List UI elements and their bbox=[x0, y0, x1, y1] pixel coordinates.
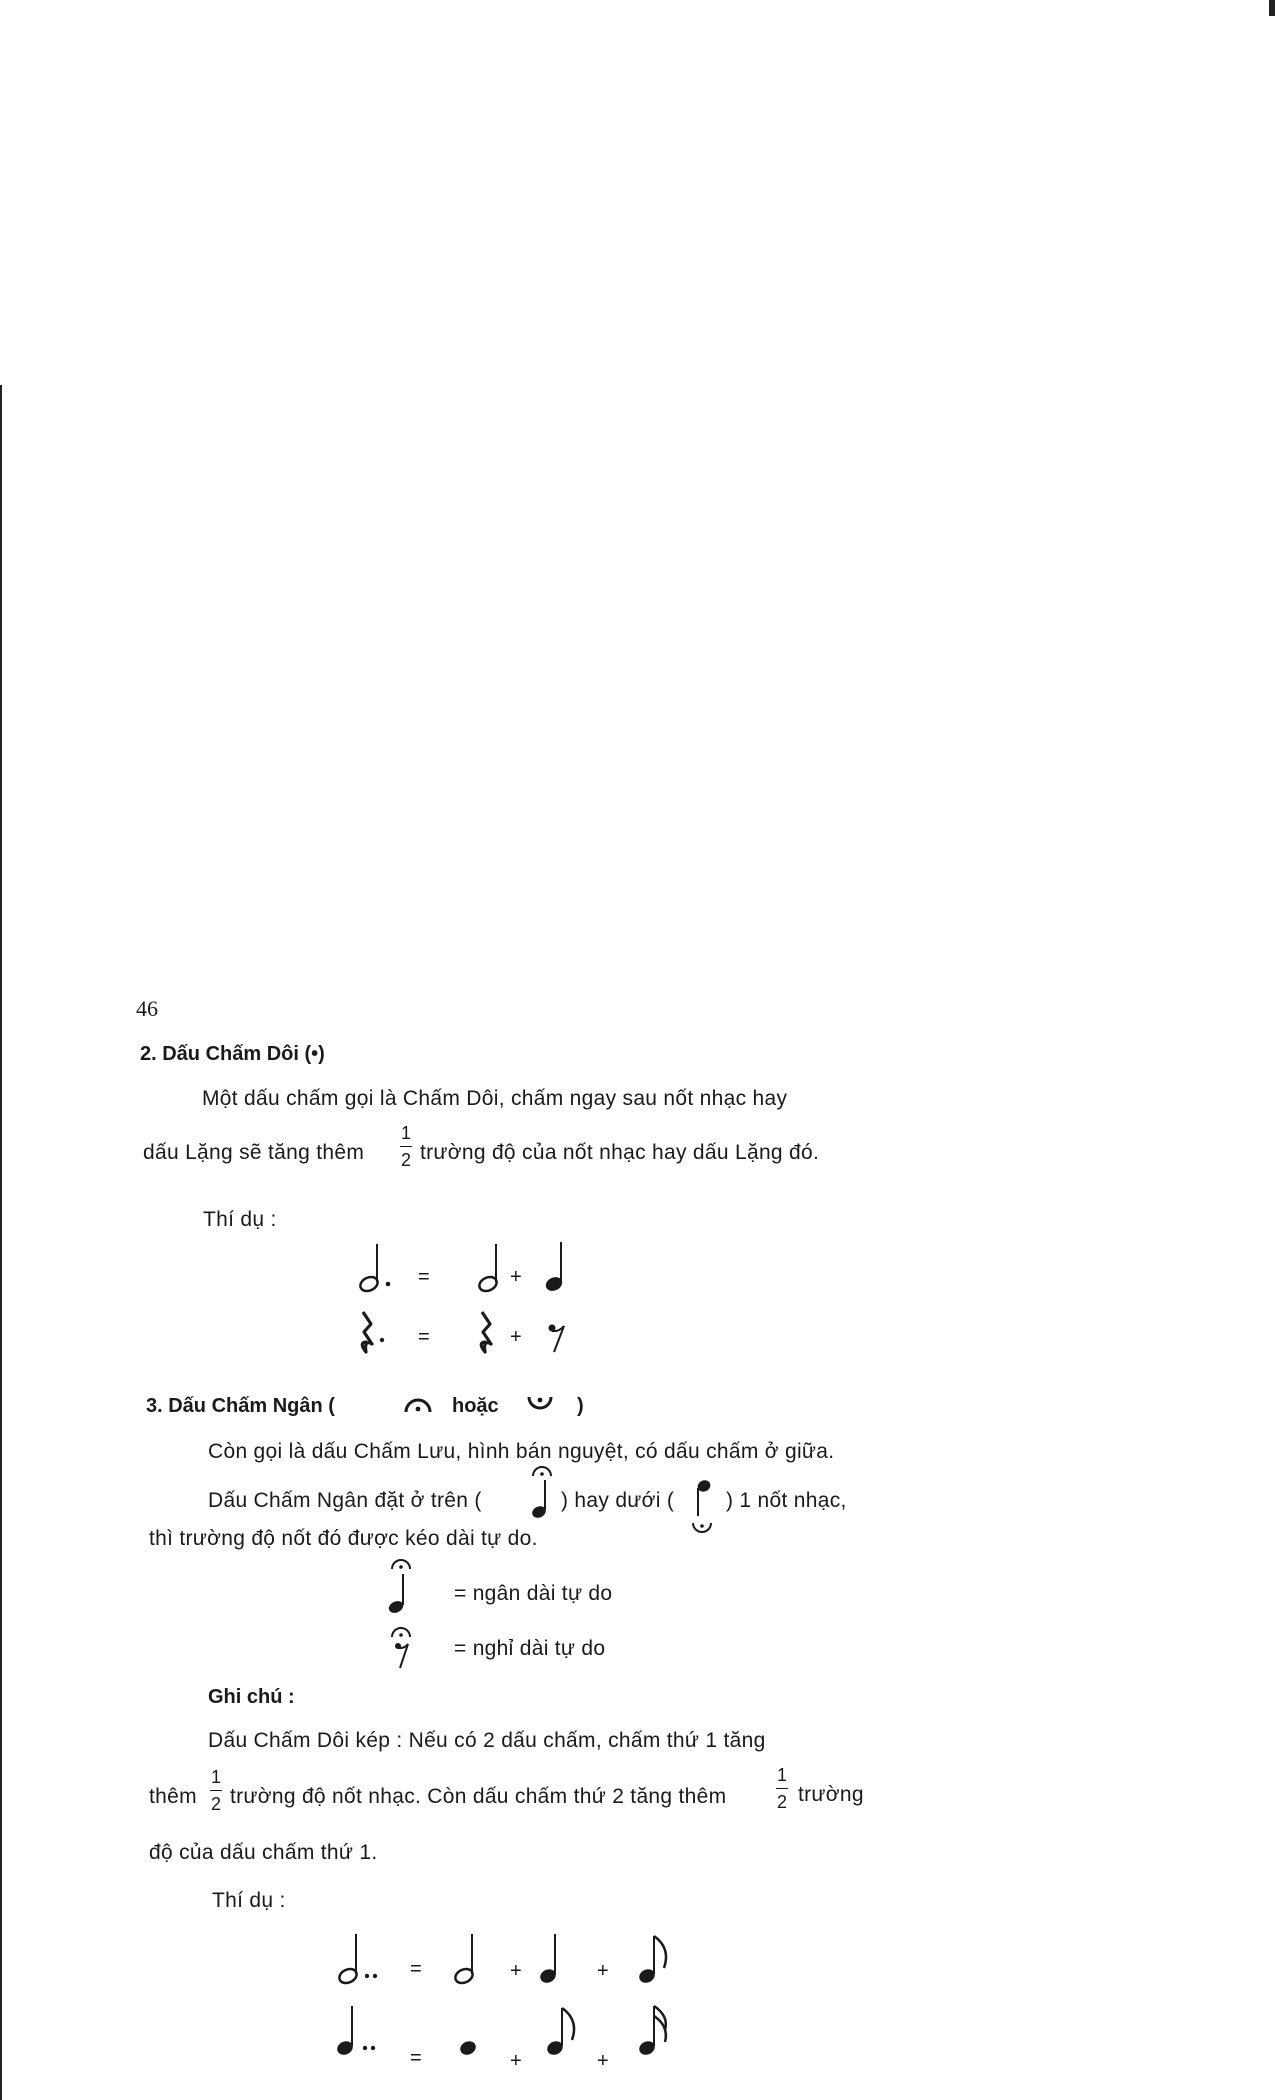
equals-sign-3: = bbox=[410, 1958, 422, 1980]
plus-sign-5: + bbox=[510, 2050, 522, 2072]
quarter-notehead-icon bbox=[458, 2039, 478, 2058]
fermata-above-icon bbox=[400, 1393, 436, 1415]
note-line-2b: trường độ nốt nhạc. Còn dấu chấm thứ 2 tăng thêm bbox=[230, 1785, 727, 1808]
scan-edge-line bbox=[0, 385, 2, 2100]
fraction-bar bbox=[210, 1790, 222, 1791]
eighth-note-icon-2 bbox=[545, 2008, 574, 2057]
note-line-3: độ của dấu chấm thứ 1. bbox=[149, 1841, 378, 1864]
dotted-half-note-icon bbox=[358, 1244, 390, 1294]
note-heading: Ghi chú : bbox=[208, 1686, 295, 1708]
plus-sign-6: + bbox=[597, 2050, 609, 2072]
fermata-below-icon bbox=[524, 1393, 556, 1415]
fraction-half bbox=[400, 1122, 412, 1171]
plus-sign: + bbox=[510, 1266, 522, 1288]
plus-sign-4: + bbox=[597, 1960, 609, 1982]
section-3-line-2c: ) 1 nốt nhạc, bbox=[726, 1489, 847, 1512]
fermata-eighth-rest-icon bbox=[386, 1626, 416, 1672]
fraction-bar bbox=[400, 1146, 412, 1147]
section-2-example-label: Thí dụ : bbox=[203, 1208, 277, 1231]
section-3-heading: 3. Dấu Chấm Ngân ( bbox=[146, 1395, 335, 1417]
note-line-2a: thêm bbox=[149, 1785, 197, 1808]
dotted-rest-example bbox=[355, 1308, 595, 1358]
equals-sign: = bbox=[418, 1266, 430, 1288]
section-3-line-3: thì trường độ nốt đó được kéo dài tự do. bbox=[149, 1527, 538, 1550]
fermata-quarter-note-icon bbox=[386, 1556, 416, 1616]
quarter-note-icon-2 bbox=[538, 1934, 558, 1985]
quarter-note-icon bbox=[544, 1242, 565, 1293]
fraction-denominator: 2 bbox=[400, 1150, 411, 1170]
eighth-rest-icon bbox=[549, 1325, 565, 1353]
dotted-quarter-rest-icon bbox=[362, 1312, 384, 1352]
half-note-icon bbox=[477, 1244, 499, 1294]
plus-sign-3: + bbox=[510, 1960, 522, 1982]
section-3-heading-or: hoặc bbox=[452, 1395, 499, 1417]
section-2-line-1: Một dấu chấm gọi là Chấm Dôi, chấm ngay sau nốt nhạc hay bbox=[202, 1087, 788, 1110]
double-dotted-half-note-icon bbox=[337, 1934, 377, 1986]
scan-corner-mark bbox=[1269, 0, 1275, 16]
quarter-rest-icon bbox=[481, 1312, 491, 1352]
fraction-denominator: 2 bbox=[210, 1794, 221, 1814]
section-2-line-2b: trường độ của nốt nhạc hay dấu Lặng đó. bbox=[420, 1141, 820, 1164]
section-3-line-2a: Dấu Chấm Ngân đặt ở trên ( bbox=[208, 1489, 482, 1512]
equals-sign-2: = bbox=[418, 1326, 430, 1348]
sixteenth-note-icon bbox=[637, 2006, 666, 2057]
section-3-heading-close: ) bbox=[577, 1395, 584, 1417]
fraction-half-2 bbox=[210, 1766, 222, 1815]
fraction-half-3 bbox=[776, 1764, 788, 1813]
equals-sign-4: = bbox=[410, 2047, 422, 2069]
note-line-2c: trường bbox=[798, 1783, 864, 1806]
section-2-heading: 2. Dấu Chấm Dôi (•) bbox=[140, 1043, 325, 1065]
eighth-note-icon bbox=[637, 1936, 666, 1985]
note-with-fermata-below-icon bbox=[690, 1478, 718, 1536]
note-example-label: Thí dụ : bbox=[212, 1889, 286, 1912]
fraction-denominator: 2 bbox=[776, 1792, 787, 1812]
definition-2: = nghỉ dài tự do bbox=[454, 1637, 606, 1660]
fraction-numerator: 1 bbox=[400, 1123, 411, 1143]
double-dotted-half-example bbox=[335, 1926, 675, 1990]
page-number: 46 bbox=[136, 996, 158, 1021]
section-2-line-2a: dấu Lặng sẽ tăng thêm bbox=[143, 1141, 365, 1164]
note-with-fermata-above-icon bbox=[528, 1466, 556, 1522]
dotted-half-example bbox=[355, 1240, 595, 1300]
note-line-1: Dấu Chấm Dôi kép : Nếu có 2 dấu chấm, chấm thứ 1 tăng bbox=[208, 1729, 766, 1752]
half-note-icon-2 bbox=[453, 1934, 475, 1986]
definition-1: = ngân dài tự do bbox=[454, 1582, 613, 1605]
fraction-bar bbox=[776, 1788, 788, 1789]
fraction-numerator: 1 bbox=[776, 1765, 787, 1785]
fraction-numerator: 1 bbox=[210, 1767, 221, 1787]
section-3-line-1: Còn gọi là dấu Chấm Lưu, hình bán nguyệt, có dấu chấm ở giữa. bbox=[208, 1440, 835, 1463]
plus-sign-2: + bbox=[510, 1326, 522, 1348]
section-3-line-2b: ) hay dưới ( bbox=[561, 1489, 675, 1512]
double-dotted-quarter-example bbox=[335, 1998, 675, 2062]
double-dotted-quarter-note-icon bbox=[335, 2006, 375, 2057]
